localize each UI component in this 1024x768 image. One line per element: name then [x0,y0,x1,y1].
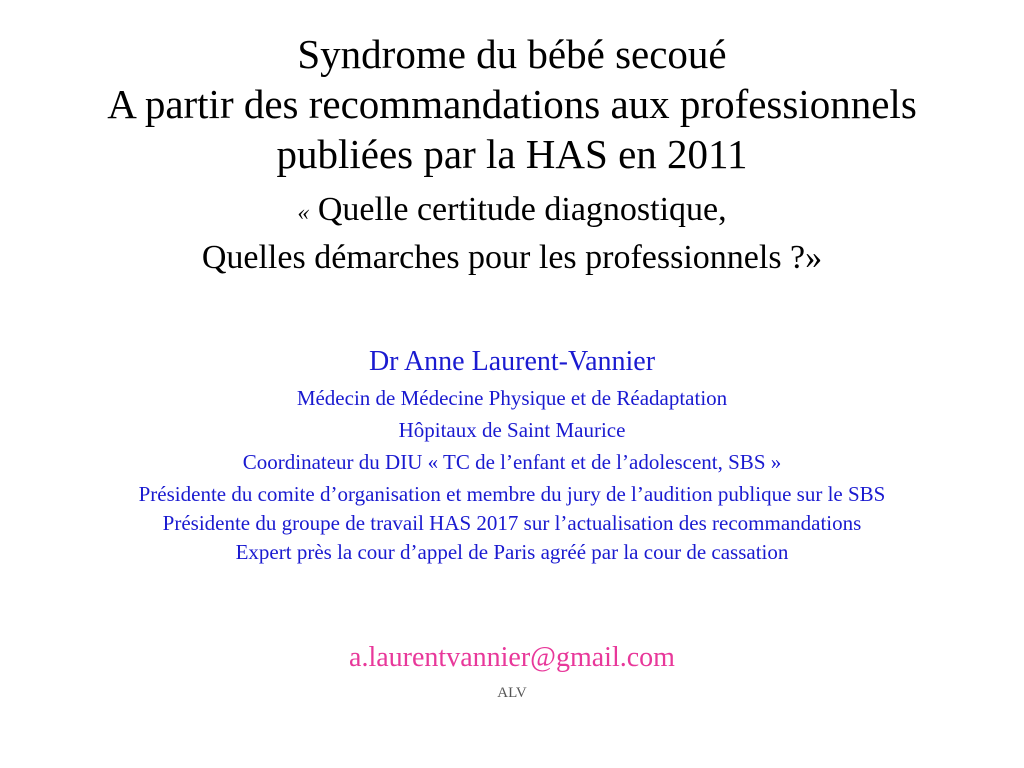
title-line-1: Syndrome du bébé secoué [297,31,727,77]
credential-line: Hôpitaux de Saint Maurice [398,418,626,442]
title-line-3: publiées par la HAS en 2011 [276,131,748,177]
subtitle-open-quote: « [297,200,310,226]
credential-line: Expert près la cour d’appel de Paris agréé par la cour de cassation [235,540,789,564]
author-name: Dr Anne Laurent-Vannier [368,346,656,377]
credential-line: Présidente du comite d’organisation et membre du jury de l’audition publique sur le SBS [138,482,886,506]
credential-line: Présidente du groupe de travail HAS 2017 sur l’actualisation des recommandations [162,511,862,535]
subtitle-line-1 [0,190,1024,233]
subtitle-line-1-text: Quelle certitude diagnostique, [309,191,727,228]
title-line-2: A partir des recommandations aux professionnels [107,81,917,127]
footer-tag: ALV [497,685,527,701]
credential-line: Médecin de Médecine Physique et de Réadaptation [296,386,728,410]
email-address: a.laurentvannier@gmail.com [349,642,675,673]
subtitle-line-2: Quelles démarches pour les professionnels ?» [201,239,823,276]
credential-line: Coordinateur du DIU « TC de l’enfant et de l’adolescent, SBS » [242,450,782,474]
